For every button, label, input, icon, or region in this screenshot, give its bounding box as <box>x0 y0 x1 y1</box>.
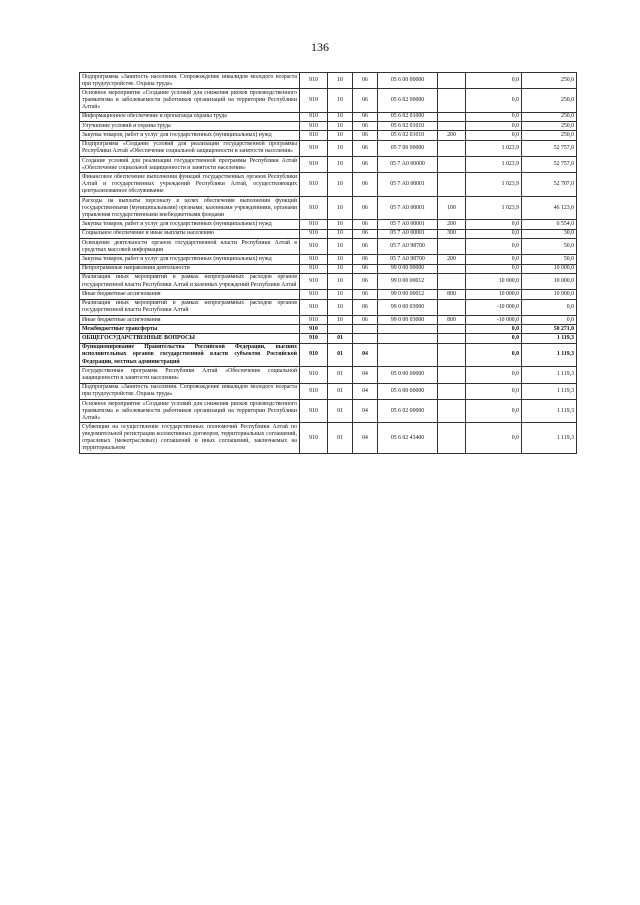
cell-amount-change: 0,0 <box>466 367 522 383</box>
table-row <box>80 264 577 273</box>
cell-amount-change: 1 023,9 <box>466 157 522 173</box>
cell-target-article-code: 05 6 02 00000 <box>378 399 438 422</box>
cell-amount-total: 10 000,0 <box>522 290 577 299</box>
cell-name: Межбюджетные трансферты <box>80 325 300 334</box>
cell-amount-total: 250,0 <box>522 131 577 140</box>
cell-name: Иные бюджетные ассигнования <box>80 290 300 299</box>
cell-target-article-code: 05 7 А0 98700 <box>378 238 438 254</box>
cell-amount-change: 0,0 <box>466 383 522 399</box>
cell-amount-change: 10 000,0 <box>466 273 522 289</box>
cell-amount-total: 1 119,3 <box>522 423 577 454</box>
cell-name: Улучшение условий и охраны труда <box>80 122 300 131</box>
cell-grbs-code: 910 <box>300 157 328 173</box>
cell-expense-type-code <box>438 343 466 366</box>
cell-grbs-code: 910 <box>300 367 328 383</box>
table-row <box>80 343 577 366</box>
cell-target-article-code: 05 6 00 00000 <box>378 383 438 399</box>
table-row <box>80 229 577 238</box>
table-row <box>80 140 577 156</box>
cell-subsection-code: 06 <box>353 315 378 324</box>
table-row <box>80 157 577 173</box>
cell-section-code: 01 <box>328 383 353 399</box>
cell-amount-total: 250,0 <box>522 89 577 112</box>
cell-subsection-code: 06 <box>353 290 378 299</box>
cell-amount-total: 0,0 <box>522 315 577 324</box>
cell-amount-change: 0,0 <box>466 122 522 131</box>
table-row <box>80 383 577 399</box>
table-row <box>80 334 577 343</box>
table-row <box>80 238 577 254</box>
cell-amount-change: 0,0 <box>466 255 522 264</box>
cell-target-article-code: 05 7 А0 00001 <box>378 173 438 196</box>
cell-section-code: 01 <box>328 334 353 343</box>
cell-amount-total: 1 119,3 <box>522 399 577 422</box>
cell-subsection-code: 06 <box>353 122 378 131</box>
cell-target-article-code <box>378 325 438 334</box>
cell-subsection-code <box>353 325 378 334</box>
cell-section-code: 01 <box>328 343 353 366</box>
cell-subsection-code: 06 <box>353 220 378 229</box>
cell-amount-change: 0,0 <box>466 220 522 229</box>
cell-subsection-code: 06 <box>353 299 378 315</box>
cell-amount-total: 0,0 <box>522 299 577 315</box>
cell-name: ОБЩЕГОСУДАРСТВЕННЫЕ ВОПРОСЫ <box>80 334 300 343</box>
cell-section-code: 10 <box>328 273 353 289</box>
cell-amount-total: 50,0 <box>522 238 577 254</box>
cell-target-article-code: 99 0 00 00012 <box>378 273 438 289</box>
table-row <box>80 290 577 299</box>
cell-subsection-code: 04 <box>353 399 378 422</box>
cell-grbs-code: 910 <box>300 423 328 454</box>
cell-name: Подпрограмма «Занятость населения. Сопровождение инвалидов молодого возраста при трудоустройстве. Охрана труда» <box>80 383 300 399</box>
cell-amount-change: 0,0 <box>466 264 522 273</box>
cell-grbs-code: 910 <box>300 334 328 343</box>
cell-grbs-code: 910 <box>300 131 328 140</box>
cell-section-code: 10 <box>328 157 353 173</box>
cell-name: Финансовое обеспечение выполнения функций государственных органов Республики Алтай и государственных учреждений Республики Алтай, осуществляющих централизованное обслуживание <box>80 173 300 196</box>
cell-target-article-code: 05 7 00 00000 <box>378 140 438 156</box>
cell-subsection-code: 06 <box>353 112 378 121</box>
cell-name: Государственная программа Республики Алтай «Обеспечение социальной защищенности и занятости населения» <box>80 367 300 383</box>
cell-name: Реализация иных мероприятий в рамках непрограммных расходов органов государственной власти Республики Алтай <box>80 299 300 315</box>
cell-target-article-code: 05 7 А0 00000 <box>378 157 438 173</box>
cell-expense-type-code <box>438 367 466 383</box>
cell-amount-change: 0,0 <box>466 325 522 334</box>
cell-target-article-code: 99 0 00 00012 <box>378 290 438 299</box>
table-row <box>80 273 577 289</box>
cell-section-code: 10 <box>328 89 353 112</box>
cell-subsection-code: 04 <box>353 343 378 366</box>
cell-target-article-code: 05 6 02 01010 <box>378 122 438 131</box>
cell-section-code: 10 <box>328 315 353 324</box>
cell-expense-type-code: 200 <box>438 131 466 140</box>
cell-expense-type-code <box>438 112 466 121</box>
cell-amount-change: -10 000,0 <box>466 315 522 324</box>
cell-name: Закупка товаров, работ и услуг для государственных (муниципальных) нужд <box>80 131 300 140</box>
cell-grbs-code: 910 <box>300 399 328 422</box>
cell-section-code: 10 <box>328 122 353 131</box>
cell-section-code: 10 <box>328 140 353 156</box>
cell-subsection-code: 06 <box>353 229 378 238</box>
cell-expense-type-code <box>438 89 466 112</box>
cell-expense-type-code: 300 <box>438 229 466 238</box>
cell-section-code: 01 <box>328 423 353 454</box>
cell-subsection-code: 06 <box>353 264 378 273</box>
cell-amount-total: 6 554,0 <box>522 220 577 229</box>
cell-amount-change: 1 023,9 <box>466 140 522 156</box>
cell-target-article-code: 05 7 А0 98700 <box>378 255 438 264</box>
cell-name: Освещение деятельности органов государственной власти Республики Алтай в средствах массовой информации <box>80 238 300 254</box>
cell-amount-change: 1 023,9 <box>466 173 522 196</box>
cell-section-code: 10 <box>328 299 353 315</box>
cell-grbs-code: 910 <box>300 196 328 219</box>
cell-amount-total: 1 119,3 <box>522 343 577 366</box>
cell-amount-change: 10 000,0 <box>466 290 522 299</box>
cell-name: Основное мероприятие «Создание условий для снижения рисков производственного травматизма и заболеваемости работников организаций на территории Республики Алтай» <box>80 89 300 112</box>
cell-amount-change: 0,0 <box>466 229 522 238</box>
cell-grbs-code: 910 <box>300 112 328 121</box>
cell-target-article-code: 05 0 00 00000 <box>378 367 438 383</box>
cell-section-code: 10 <box>328 264 353 273</box>
cell-name: Субвенции на осуществление государственных полномочий Республики Алтай по уведомительной регистрации коллективных договоров, территориальных соглашений, отраслевых (межотраслевых) соглашений и иных соглашений, заключаемых на территориальном <box>80 423 300 454</box>
cell-amount-change: 0,0 <box>466 343 522 366</box>
cell-grbs-code: 910 <box>300 229 328 238</box>
cell-expense-type-code <box>438 238 466 254</box>
cell-section-code: 10 <box>328 229 353 238</box>
cell-name: Подпрограмма «Занятость населения. Сопровождение инвалидов молодого возраста при трудоустройстве. Охрана труда» <box>80 73 300 89</box>
cell-grbs-code: 910 <box>300 290 328 299</box>
table-row <box>80 423 577 454</box>
cell-grbs-code: 910 <box>300 264 328 273</box>
cell-target-article-code: 05 6 02 01010 <box>378 131 438 140</box>
cell-name: Функционирование Правительства Российской Федерации, высших исполнительных органов государственной власти субъектов Российской Федерации, местных администраций <box>80 343 300 366</box>
cell-grbs-code: 910 <box>300 383 328 399</box>
table-row <box>80 112 577 121</box>
table-row <box>80 73 577 89</box>
cell-section-code <box>328 325 353 334</box>
table-row <box>80 220 577 229</box>
cell-grbs-code: 910 <box>300 140 328 156</box>
cell-expense-type-code: 200 <box>438 255 466 264</box>
cell-name: Информационное обеспечение и пропаганда охраны труда <box>80 112 300 121</box>
table-body <box>80 73 577 454</box>
cell-subsection-code: 06 <box>353 140 378 156</box>
cell-amount-change: 1 023,9 <box>466 196 522 219</box>
cell-grbs-code: 910 <box>300 315 328 324</box>
cell-name: Расходы на выплаты персоналу в целях обеспечения выполнения функций государственными (муниципальными) органами, казенными учреждениями, органами управления государственными внебюджетными фондами <box>80 196 300 219</box>
page-number: 136 <box>311 40 329 54</box>
cell-amount-total: 50 271,0 <box>522 325 577 334</box>
cell-grbs-code: 910 <box>300 273 328 289</box>
cell-subsection-code <box>353 334 378 343</box>
cell-amount-total: 50,0 <box>522 255 577 264</box>
cell-expense-type-code: 200 <box>438 220 466 229</box>
table-row <box>80 122 577 131</box>
cell-amount-change: -10 000,0 <box>466 299 522 315</box>
cell-expense-type-code <box>438 140 466 156</box>
cell-grbs-code: 910 <box>300 122 328 131</box>
cell-amount-change: 0,0 <box>466 399 522 422</box>
cell-expense-type-code <box>438 325 466 334</box>
cell-subsection-code: 06 <box>353 173 378 196</box>
budget-table <box>79 72 577 454</box>
cell-expense-type-code <box>438 399 466 422</box>
cell-amount-change: 0,0 <box>466 89 522 112</box>
cell-amount-total: 250,0 <box>522 112 577 121</box>
cell-amount-total: 46 123,0 <box>522 196 577 219</box>
cell-target-article-code: 99 0 00 00000 <box>378 264 438 273</box>
cell-amount-total: 1 119,3 <box>522 383 577 399</box>
cell-subsection-code: 06 <box>353 196 378 219</box>
cell-section-code: 10 <box>328 73 353 89</box>
cell-target-article-code: 05 7 А0 00001 <box>378 196 438 219</box>
cell-section-code: 01 <box>328 367 353 383</box>
cell-grbs-code: 910 <box>300 325 328 334</box>
cell-amount-total: 30,0 <box>522 229 577 238</box>
table-row <box>80 196 577 219</box>
table-row <box>80 299 577 315</box>
cell-target-article-code: 05 7 А0 00001 <box>378 229 438 238</box>
cell-amount-total: 52 707,0 <box>522 173 577 196</box>
cell-grbs-code: 910 <box>300 299 328 315</box>
cell-expense-type-code <box>438 423 466 454</box>
cell-target-article-code <box>378 334 438 343</box>
cell-amount-total: 10 000,0 <box>522 273 577 289</box>
table-row <box>80 315 577 324</box>
cell-expense-type-code <box>438 73 466 89</box>
cell-subsection-code: 06 <box>353 255 378 264</box>
cell-target-article-code: 05 6 02 01000 <box>378 112 438 121</box>
cell-target-article-code: 05 6 00 00000 <box>378 73 438 89</box>
cell-target-article-code: 99 0 00 03000 <box>378 299 438 315</box>
cell-amount-total: 250,0 <box>522 122 577 131</box>
cell-amount-total: 10 000,0 <box>522 264 577 273</box>
cell-amount-change: 0,0 <box>466 131 522 140</box>
cell-subsection-code: 04 <box>353 383 378 399</box>
cell-name: Реализация иных мероприятий в рамках непрограммных расходов органов государственной власти Республики Алтай и казенных учреждений Республики Алтай <box>80 273 300 289</box>
cell-expense-type-code <box>438 334 466 343</box>
cell-grbs-code: 910 <box>300 238 328 254</box>
cell-expense-type-code <box>438 383 466 399</box>
cell-section-code: 10 <box>328 220 353 229</box>
cell-name: Закупка товаров, работ и услуг для государственных (муниципальных) нужд <box>80 220 300 229</box>
cell-subsection-code: 06 <box>353 273 378 289</box>
table-row <box>80 255 577 264</box>
cell-amount-total: 1 119,3 <box>522 367 577 383</box>
cell-subsection-code: 06 <box>353 131 378 140</box>
cell-amount-change: 0,0 <box>466 334 522 343</box>
cell-amount-total: 52 757,0 <box>522 140 577 156</box>
cell-subsection-code: 04 <box>353 367 378 383</box>
table-row <box>80 399 577 422</box>
cell-amount-change: 0,0 <box>466 112 522 121</box>
cell-name: Непрограммные направления деятельности <box>80 264 300 273</box>
cell-section-code: 10 <box>328 112 353 121</box>
cell-target-article-code: 99 0 00 03000 <box>378 315 438 324</box>
cell-expense-type-code <box>438 122 466 131</box>
cell-section-code: 01 <box>328 399 353 422</box>
cell-target-article-code <box>378 343 438 366</box>
cell-subsection-code: 06 <box>353 73 378 89</box>
cell-amount-change: 0,0 <box>466 73 522 89</box>
cell-subsection-code: 04 <box>353 423 378 454</box>
cell-grbs-code: 910 <box>300 89 328 112</box>
cell-name: Иные бюджетные ассигнования <box>80 315 300 324</box>
cell-amount-change: 0,0 <box>466 423 522 454</box>
cell-expense-type-code <box>438 273 466 289</box>
cell-expense-type-code <box>438 173 466 196</box>
cell-subsection-code: 06 <box>353 238 378 254</box>
cell-amount-total: 1 119,3 <box>522 334 577 343</box>
cell-section-code: 10 <box>328 290 353 299</box>
cell-subsection-code: 06 <box>353 89 378 112</box>
cell-expense-type-code: 800 <box>438 315 466 324</box>
cell-name: Социальное обеспечение и иные выплаты населению <box>80 229 300 238</box>
cell-amount-total: 52 757,0 <box>522 157 577 173</box>
cell-expense-type-code: 800 <box>438 290 466 299</box>
table-row <box>80 89 577 112</box>
cell-name: Подпрограмма «Создание условий для реализации государственной программы Республики Алтай «Обеспечение социальной защищенности и занятости населения» <box>80 140 300 156</box>
cell-expense-type-code <box>438 157 466 173</box>
table-row <box>80 367 577 383</box>
cell-section-code: 10 <box>328 196 353 219</box>
cell-expense-type-code <box>438 299 466 315</box>
cell-grbs-code: 910 <box>300 343 328 366</box>
cell-grbs-code: 910 <box>300 73 328 89</box>
cell-name: Основное мероприятие «Создание условий для снижения рисков производственного травматизма и заболеваемости работников организаций на территории Республики Алтай» <box>80 399 300 422</box>
cell-amount-total: 250,0 <box>522 73 577 89</box>
cell-expense-type-code: 100 <box>438 196 466 219</box>
table-row <box>80 325 577 334</box>
cell-target-article-code: 05 6 02 43400 <box>378 423 438 454</box>
cell-section-code: 10 <box>328 238 353 254</box>
cell-section-code: 10 <box>328 173 353 196</box>
cell-subsection-code: 06 <box>353 157 378 173</box>
cell-target-article-code: 05 7 А0 00001 <box>378 220 438 229</box>
cell-section-code: 10 <box>328 255 353 264</box>
cell-name: Создание условий для реализации государственной программы Республики Алтай «Обеспечение социальной защищенности и занятости населения» <box>80 157 300 173</box>
table-row <box>80 131 577 140</box>
cell-name: Закупка товаров, работ и услуг для государственных (муниципальных) нужд <box>80 255 300 264</box>
cell-amount-change: 0,0 <box>466 238 522 254</box>
table-row <box>80 173 577 196</box>
cell-grbs-code: 910 <box>300 255 328 264</box>
cell-expense-type-code <box>438 264 466 273</box>
cell-target-article-code: 05 6 02 00000 <box>378 89 438 112</box>
cell-grbs-code: 910 <box>300 173 328 196</box>
cell-section-code: 10 <box>328 131 353 140</box>
cell-grbs-code: 910 <box>300 220 328 229</box>
